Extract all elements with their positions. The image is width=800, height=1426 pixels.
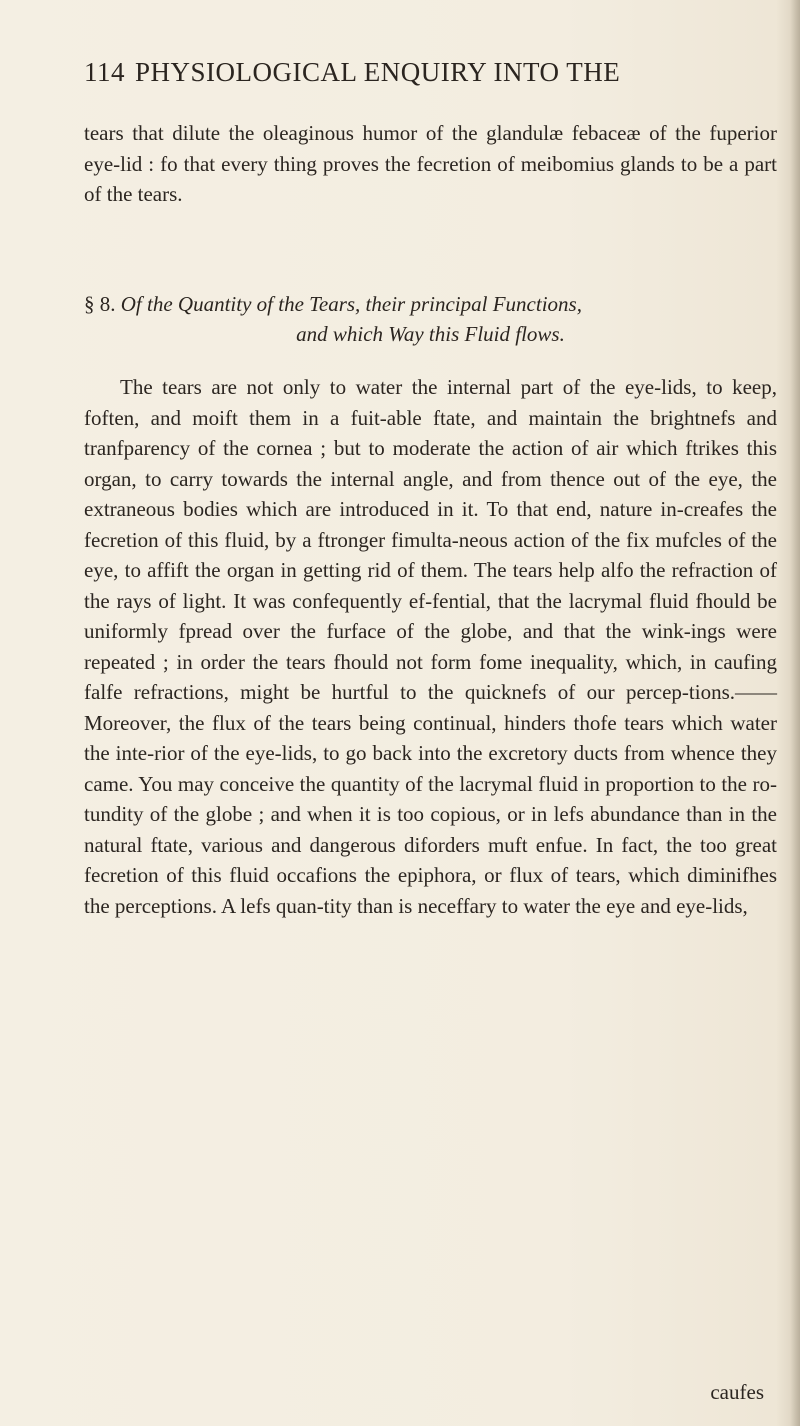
- paragraph-main: [84, 372, 777, 921]
- section-heading: [84, 289, 777, 349]
- paragraph-text: tears that dilute the oleaginous humor of the glandulæ febaceæ of the fuperior eye-lid : fo that every thing proves the fecretion of meibomius glands to be a part of the tears.: [84, 121, 777, 206]
- section-heading-line-2: and which Way this Fluid flows.: [296, 322, 565, 346]
- paragraph-continuation: [84, 118, 777, 210]
- paragraph-text: The tears are not only to water the internal part of the eye-lids, to keep, foften, and moift them in a fuit-able ftate, and maintain the brightnefs and tranfparency of the cornea ; but to moderate the action of air which ftrikes this organ, to carry towards the internal angle, and from thence out of the eye, the extraneous bodies which are introduced in it. To that end, nature in-creafes the fecretion of this fluid, by a ftronger fimulta-neous action of the fix mufcles of the eye, to affift the organ in getting rid of them. The tears help alfo the refraction of the rays of light. It was confequently ef-fential, that the lacrymal fluid fhould be uniformly fpread over the furface of the globe, and that the wink-ings were repeated ; in order the tears fhould not form fome inequality, which, in caufing falfe refractions, might be hurtful to the quicknefs of our percep-tions.——Moreover, the flux of the tears being continual, hinders thofe tears which water the inte-rior of the eye-lids, to go back into the excretory ducts from whence they came. You may conceive the quantity of the lacrymal fluid in proportion to the ro-tundity of the globe ; and when it is too copious, or in lefs abundance than in the natural ftate, various and dangerous diforders muft enfue. In fact, the too great fecretion of this fluid occafions the epiphora, or flux of tears, which diminifhes the perceptions. A lefs quan-tity than is neceffary to water the eye and eye-lids,: [84, 375, 777, 918]
- section-title-part-1: Of the Quantity of the Tears, their principal Functions,: [120, 292, 582, 316]
- page-edge-shadow: [790, 0, 800, 1426]
- page-number: 114: [84, 57, 125, 87]
- section-heading-line-1: [84, 289, 777, 319]
- section-number: § 8.: [84, 292, 116, 316]
- catchword: caufes: [710, 1380, 764, 1404]
- running-title: PHYSIOLOGICAL ENQUIRY INTO THE: [135, 57, 621, 87]
- running-header: [84, 52, 764, 92]
